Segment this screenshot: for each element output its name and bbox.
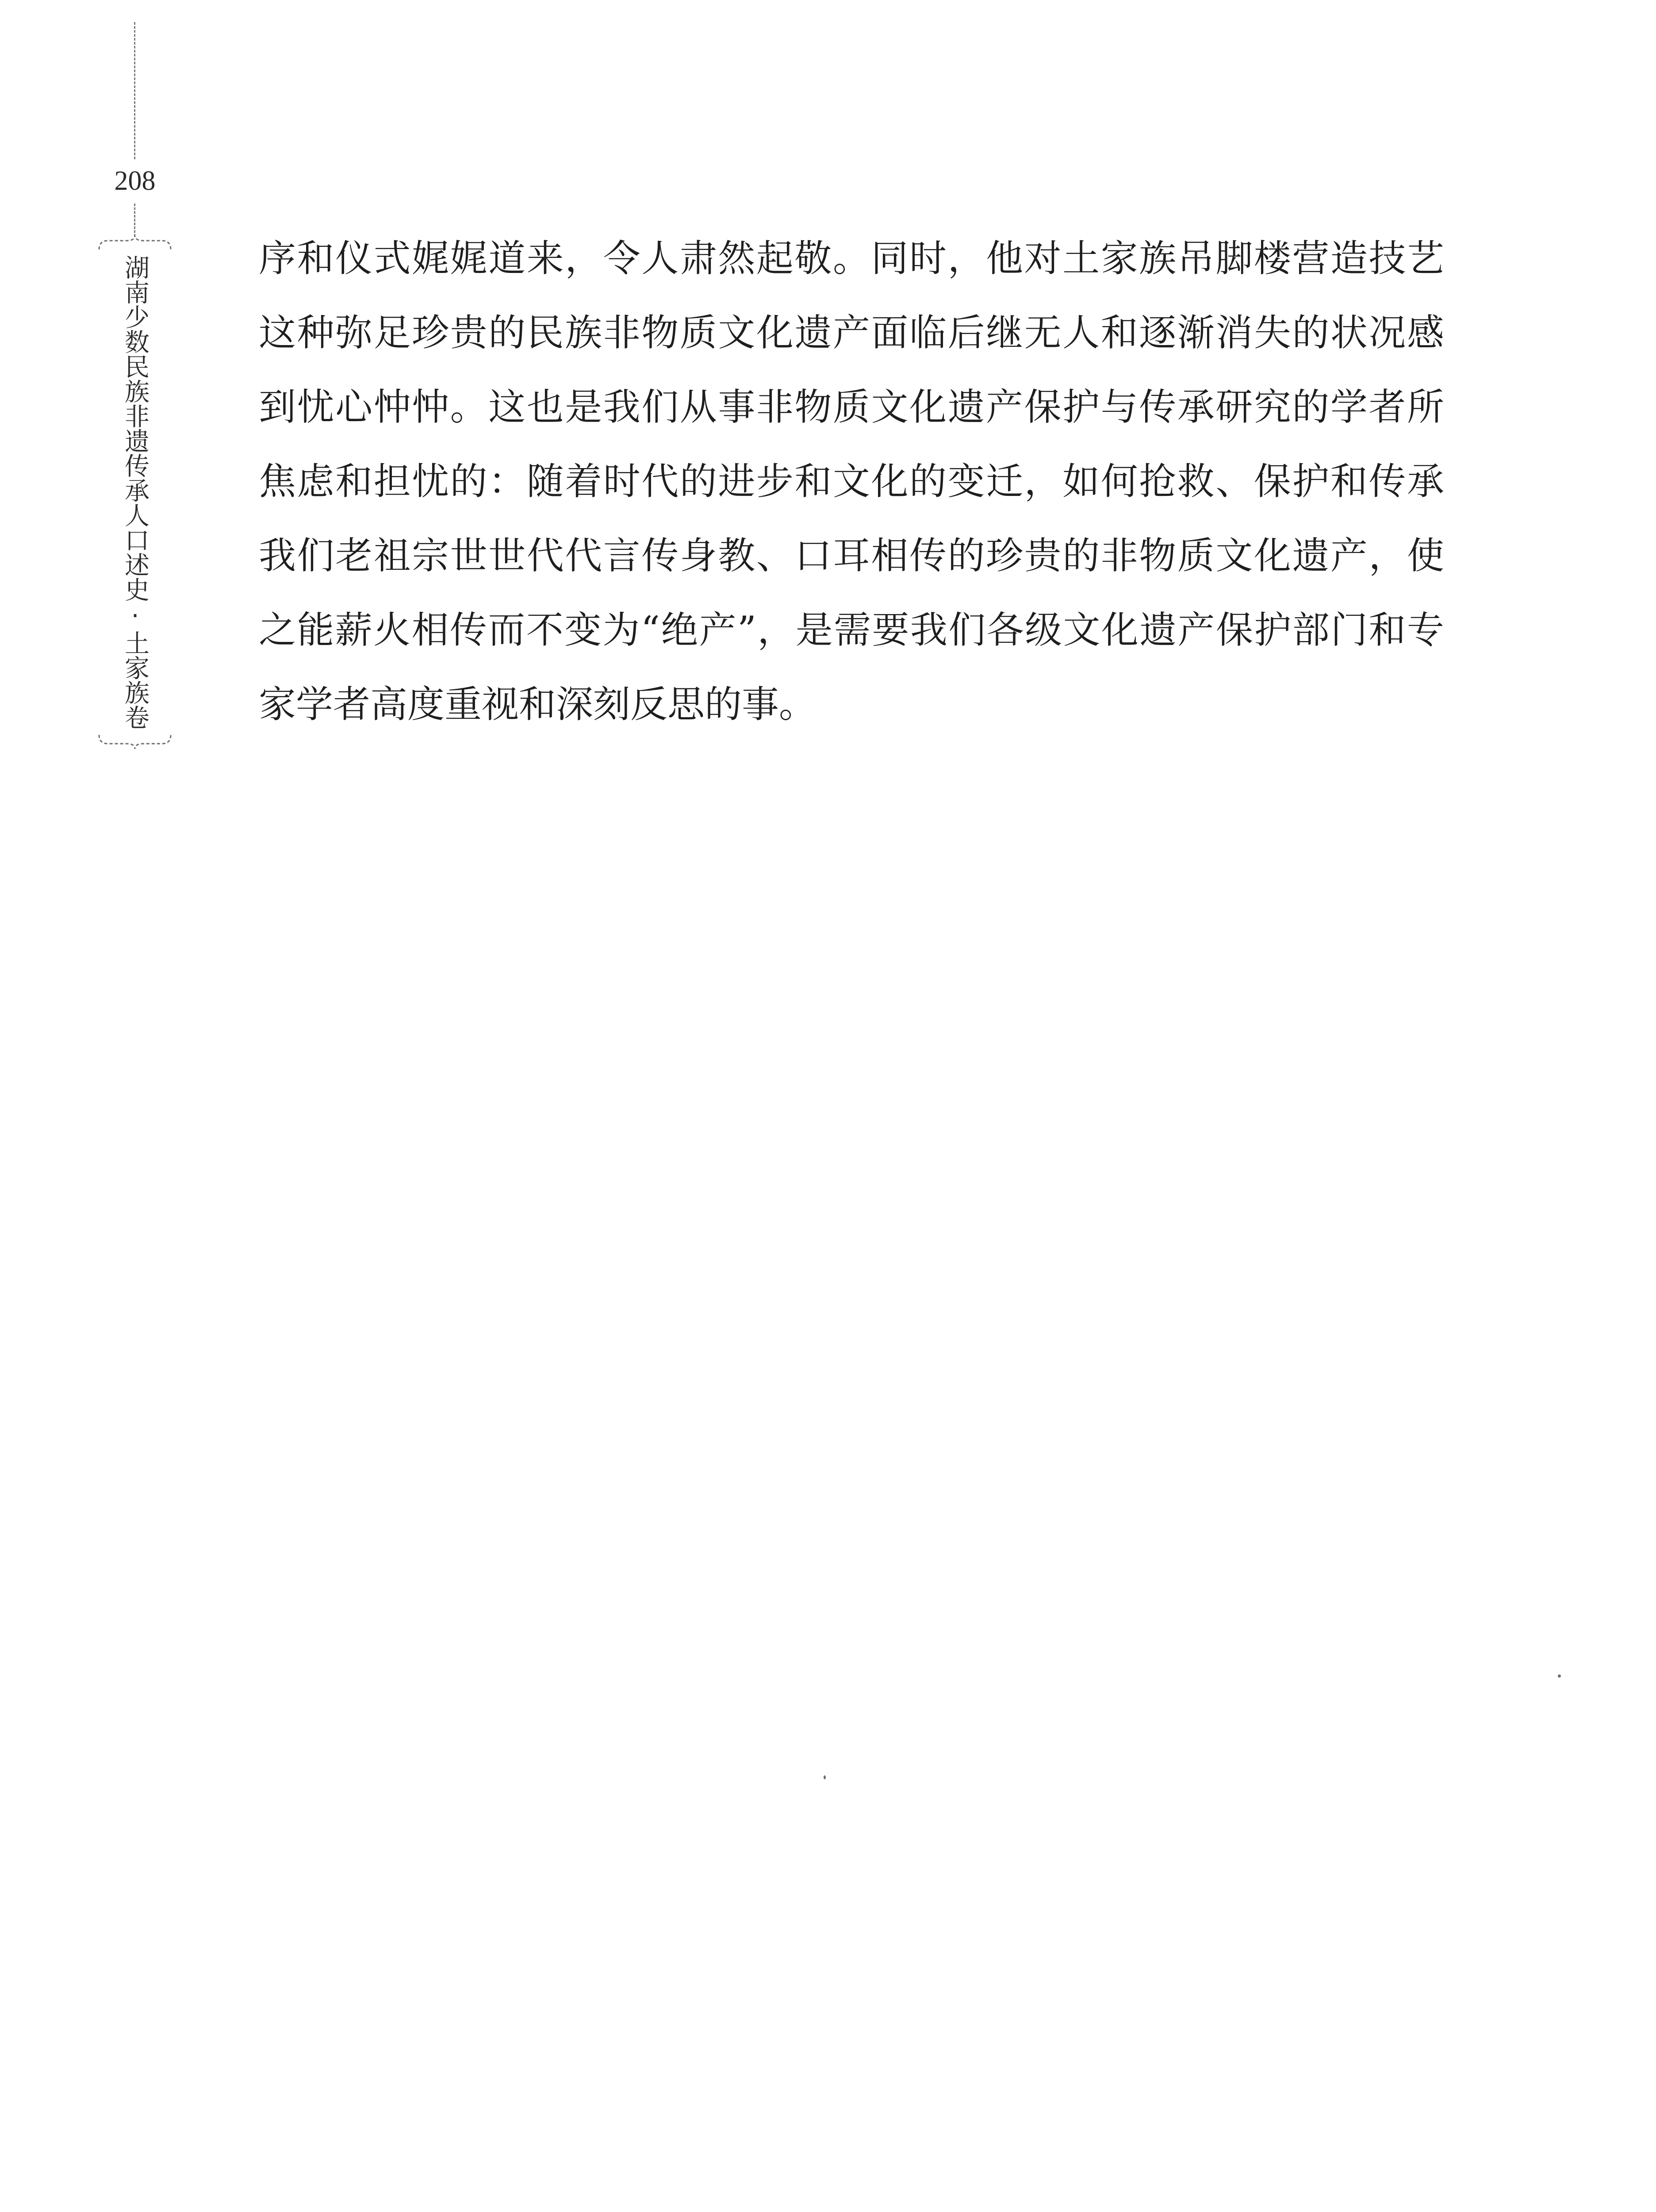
scan-speck xyxy=(1558,1674,1561,1678)
body-line-7: 家学者高度重视和深刻反思的事。 xyxy=(259,683,816,726)
body-line-1: 序和仪式娓娓道来，令人肃然起敬。同时，他对土家族吊脚楼营造技艺 xyxy=(259,237,1444,280)
scan-speck xyxy=(824,1775,826,1779)
running-title-box xyxy=(97,234,172,750)
body-line-4: 焦虑和担忧的：随着时代的进步和文化的变迁，如何抢救、保护和传承 xyxy=(259,460,1444,503)
margin-column xyxy=(80,0,190,779)
body-line-5: 我们老祖宗世世代代言传身教、口耳相传的珍贵的非物质文化遗产，使 xyxy=(259,534,1444,577)
body-line-3: 到忧心忡忡。这也是我们从事非物质文化遗产保护与传承研究的学者所 xyxy=(259,385,1444,429)
body-line-6: 之能薪火相传而不变为“绝产”，是需要我们各级文化遗产保护部门和专 xyxy=(259,608,1444,652)
dashed-rule-middle xyxy=(134,204,135,237)
page-number: 208 xyxy=(114,166,156,196)
dashed-rule-top xyxy=(134,22,135,159)
bracket-bottom-icon xyxy=(97,734,172,750)
body-line-2: 这种弥足珍贵的民族非物质文化遗产面临后继无人和逐渐消失的状况感 xyxy=(259,311,1444,354)
body-text xyxy=(259,221,1444,741)
bracket-top-icon xyxy=(97,234,172,250)
running-title: 湖南少数民族非遗传承人口述史·土家族卷 xyxy=(121,255,150,730)
